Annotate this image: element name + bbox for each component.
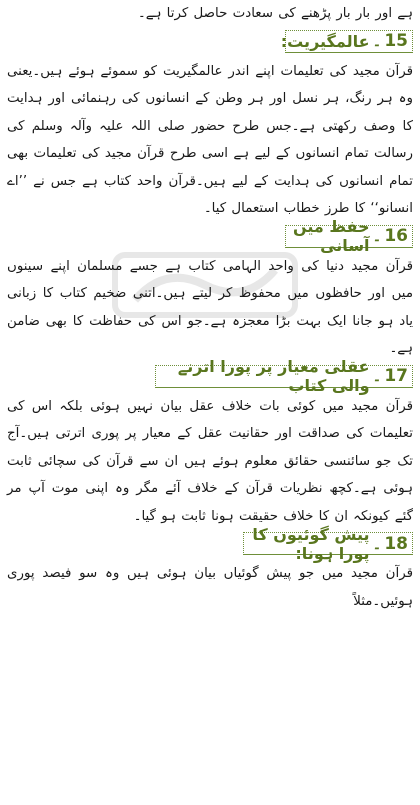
heading-box xyxy=(155,357,413,395)
section-number: 18 xyxy=(384,533,408,554)
section-heading-16 xyxy=(7,217,413,255)
section-title: حفظ میں آسانی xyxy=(292,217,370,255)
section-heading-18 xyxy=(7,524,413,563)
section-title: پیش گوئیوں کا پورا ہونا: xyxy=(252,524,370,563)
intro-line: ہے اور بار بار پڑھنے کی سعادت حاصل کرتا ہے۔ xyxy=(137,6,413,21)
section-number: 16 xyxy=(384,226,408,246)
section-body-17: قرآن مجید میں کوئی بات خلاف عقل بیان نہیں ہوئی بلکہ اس کی تعلیمات کی صداقت اور حقانیت عقل کے معیار پر پوری اترتی ہیں۔آج تک جو سائنسی حقائق معلوم ہوئے ہیں ان سے قرآن کی سچائی ثابت ہوئی ہے۔کچھ نظریات قرآن کے خلاف آئے مگر وہ اپنی موت آپ مر گئے کیونکہ ان کا خلاف حقیقت ہونا ثابت ہو گیا۔ xyxy=(7,398,413,524)
section-title: عالمگیریت: xyxy=(280,31,370,51)
section-number: 15 xyxy=(384,31,408,51)
section-separator: ۔ xyxy=(372,534,382,553)
section-heading-15 xyxy=(7,28,413,58)
heading-box xyxy=(243,524,413,563)
section-body-18: قرآن مجید میں جو پیش گوئیاں بیان ہوئی ہیں وہ سو فیصد پوری ہوئیں۔مثلاً xyxy=(7,566,413,609)
section-separator: ۔ xyxy=(372,367,382,385)
section-heading-17 xyxy=(7,357,413,395)
section-separator: ۔ xyxy=(372,227,382,245)
section-body-16: قرآن مجید دنیا کی واحد الہامی کتاب ہے جسے مسلمان اپنے سینوں میں اور حافظوں میں محفوظ کر لیتے ہیں۔اتنی ضخیم کتاب کا زبانی یاد ہو جانا ایک بہت بڑا معجزہ ہے۔جو اس کی حفاظت کا بھی ضامن ہے۔ xyxy=(7,258,413,356)
section-number: 17 xyxy=(384,366,408,386)
heading-box xyxy=(285,217,413,255)
heading-box xyxy=(280,30,413,53)
section-body-15: قرآن مجید کی تعلیمات اپنے اندر عالمگیریت کو سموئے ہوئے ہیں۔یعنی وہ ہر رنگ، ہر نسل اور ہر وطن کے انسانوں کی رہنمائی اور ہدایت کا وصف رکھتی ہے۔جس طرح حضور صلی اللہ علیہ وآلہ وسلم کی رسالت تمام انسانوں کے لیے ہے اسی طرح قرآن مجید کی تعلیمات بھی تمام انسانوں کی ہدایت کے لیے ہیں۔قرآن واحد کتاب ہے جس نے ’’اے انسانو‘‘ کا طرز خطاب استعمال کیا۔ xyxy=(7,63,413,216)
section-separator: ۔ xyxy=(372,32,382,50)
section-title: عقلی معیار پر پورا اترنے والی کتاب xyxy=(177,357,370,395)
